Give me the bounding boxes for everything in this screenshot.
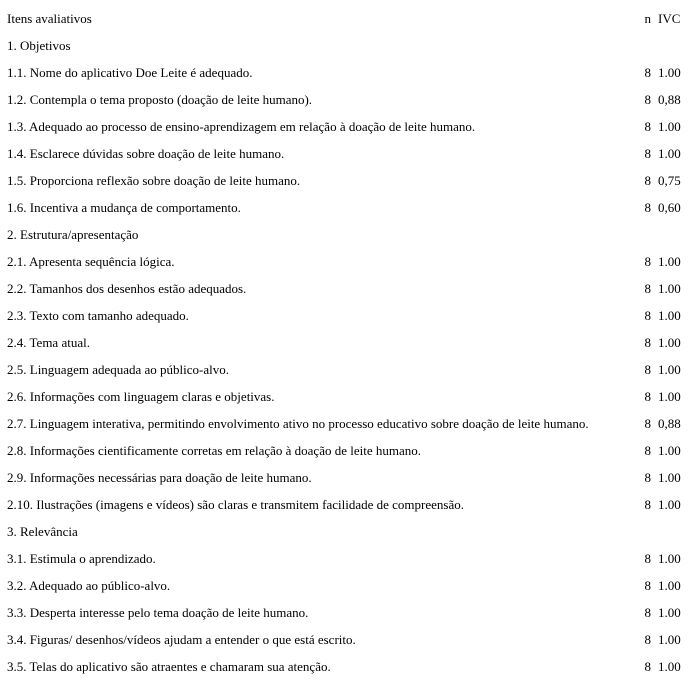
table-row [7,626,685,653]
item-ivc: 1.00 [658,578,681,593]
item-text: 2.3. Texto com tamanho adequado. [7,308,189,323]
table-row [7,464,685,491]
item-text: 2.8. Informações cientificamente corretas em relação à doação de leite humano. [7,443,421,458]
item-ivc: 1.00 [658,281,681,296]
item-text: 2.5. Linguagem adequada ao público-alvo. [7,362,230,377]
item-ivc: 1.00 [658,443,681,458]
section-row [7,518,685,545]
item-n: 8 [644,470,651,485]
item-ivc: 1.00 [658,389,681,404]
section-title: 1. Objetivos [7,38,71,53]
table-row [7,248,685,275]
header-item: Itens avaliativos [7,11,92,26]
item-n [639,518,658,545]
section-row [7,32,685,59]
item-n: 8 [644,335,651,350]
item-n: 8 [644,200,651,215]
item-ivc: 1.00 [658,119,681,134]
item-ivc: 1.00 [658,605,681,620]
item-ivc: 1.00 [658,146,681,161]
item-n: 8 [644,173,651,188]
item-n: 8 [644,92,651,107]
item-ivc: 1.00 [658,470,681,485]
table-row [7,113,685,140]
item-text: 2.2. Tamanhos dos desenhos estão adequados. [7,281,247,296]
table-row [7,329,685,356]
header-ivc: IVC [658,11,681,26]
item-text: 2.9. Informações necessárias para doação de leite humano. [7,470,312,485]
table-row [7,275,685,302]
item-n: 8 [644,659,651,674]
item-text: 2.1. Apresenta sequência lógica. [7,254,175,269]
table-row [7,545,685,572]
item-ivc: 0,60 [658,200,681,215]
item-n: 8 [644,65,651,80]
table-row [7,653,685,680]
table-row [7,194,685,221]
item-n: 8 [644,389,651,404]
item-text: 2.7. Linguagem interativa, permitindo envolvimento ativo no processo educativo sobre doação de leite humano. [7,416,589,431]
item-text: 1.1. Nome do aplicativo Doe Leite é adequado. [7,65,253,80]
item-ivc: 1.00 [658,659,681,674]
table-row [7,410,685,437]
ivc-table-body [7,5,685,680]
item-text: 2.6. Informações com linguagem claras e objetivas. [7,389,275,404]
item-n: 8 [644,254,651,269]
item-ivc: 1.00 [658,632,681,647]
item-n: 8 [644,362,651,377]
item-n: 8 [644,308,651,323]
item-n: 8 [644,632,651,647]
table-row [7,491,685,518]
ivc-table [7,5,685,680]
item-ivc [658,32,685,59]
item-text: 1.6. Incentiva a mudança de comportamento. [7,200,241,215]
item-ivc: 1.00 [658,335,681,350]
table-row [7,572,685,599]
item-text: 3.4. Figuras/ desenhos/vídeos ajudam a entender o que está escrito. [7,632,356,647]
item-n: 8 [644,416,651,431]
table-row [7,167,685,194]
table-row [7,383,685,410]
item-text: 3.3. Desperta interesse pelo tema doação de leite humano. [7,605,309,620]
item-text: 2.4. Tema atual. [7,335,90,350]
item-text: 1.4. Esclarece dúvidas sobre doação de leite humano. [7,146,285,161]
item-text: 3.5. Telas do aplicativo são atraentes e chamaram sua atenção. [7,659,331,674]
item-text: 3.1. Estimula o aprendizado. [7,551,156,566]
section-title: 2. Estrutura/apresentação [7,227,139,242]
item-ivc [658,221,685,248]
item-ivc: 1.00 [658,497,681,512]
table-row [7,302,685,329]
item-ivc: 1.00 [658,551,681,566]
item-ivc: 1.00 [658,308,681,323]
table-row [7,59,685,86]
item-text: 1.2. Contempla o tema proposto (doação de leite humano). [7,92,313,107]
item-n: 8 [644,146,651,161]
table-row [7,86,685,113]
item-n [639,32,658,59]
item-ivc: 0,88 [658,416,681,431]
header-n: n [644,11,651,26]
item-ivc: 0,88 [658,92,681,107]
item-n: 8 [644,578,651,593]
item-n [639,221,658,248]
item-ivc: 0,75 [658,173,681,188]
item-n: 8 [644,497,651,512]
table-header-row [7,5,685,32]
table-row [7,599,685,626]
item-n: 8 [644,119,651,134]
item-ivc: 1.00 [658,362,681,377]
item-n: 8 [644,551,651,566]
item-text: 1.3. Adequado ao processo de ensino-aprendizagem em relação à doação de leite humano. [7,119,476,134]
item-text: 3.2. Adequado ao público-alvo. [7,578,171,593]
table-row [7,356,685,383]
item-ivc: 1.00 [658,254,681,269]
item-text: 2.10. Ilustrações (imagens e vídeos) são claras e transmitem facilidade de compreensão. [7,497,464,512]
item-text: 1.5. Proporciona reflexão sobre doação de leite humano. [7,173,301,188]
item-n: 8 [644,281,651,296]
section-row [7,221,685,248]
item-ivc: 1.00 [658,65,681,80]
section-title: 3. Relevância [7,524,78,539]
table-row [7,437,685,464]
item-n: 8 [644,605,651,620]
table-row [7,140,685,167]
item-ivc [658,518,685,545]
item-n: 8 [644,443,651,458]
